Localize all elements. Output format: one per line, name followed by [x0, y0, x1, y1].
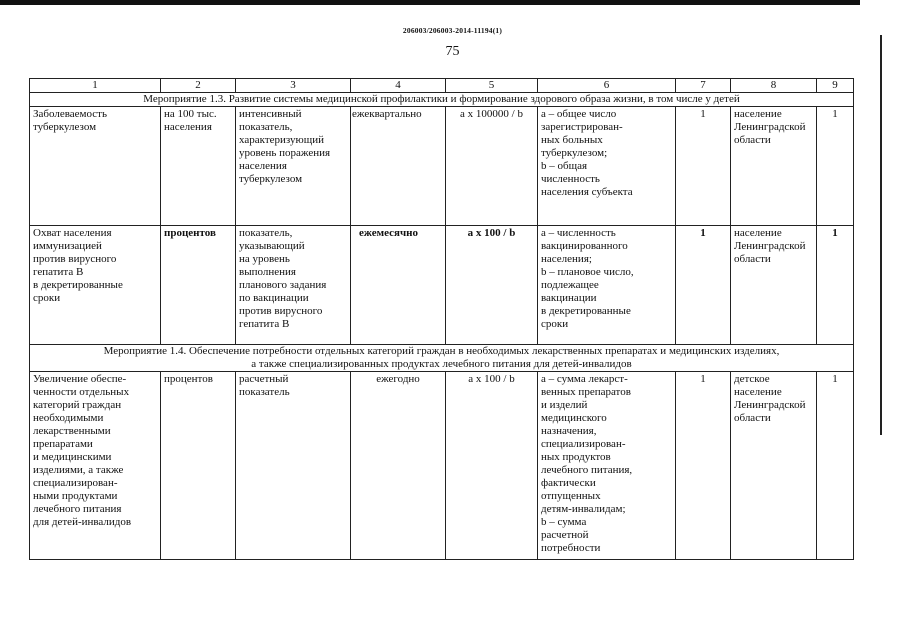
text-line: численность	[541, 173, 600, 185]
text-line: Ленинградской	[734, 240, 806, 252]
formula: а х 100 / b	[446, 226, 538, 345]
text-line: туберкулезом;	[541, 147, 608, 159]
text-line: показатель,	[239, 227, 293, 239]
text-line: на 100 тыс.	[164, 108, 217, 120]
text-line: категорий граждан	[33, 399, 122, 411]
text-line: зарегистрирован-	[541, 121, 623, 133]
periodicity: ежемесячно	[351, 226, 446, 345]
text-line: против вирусного	[33, 253, 117, 265]
indicator-definition	[236, 107, 351, 226]
text-line: фактически	[541, 477, 596, 489]
text-line: ными продуктами	[33, 490, 118, 502]
text-line: характеризующий	[239, 134, 324, 146]
value-col7: 1	[676, 226, 731, 345]
formula: а х 100000 / b	[446, 107, 538, 226]
indicator-table	[29, 78, 854, 560]
section-title-1-3: Мероприятие 1.3. Развитие системы медицинской профилактики и формирование здорового образа жизни, в том числе у детей	[30, 93, 854, 107]
unit: процентов	[161, 226, 236, 345]
text-line: показатель,	[239, 121, 293, 133]
text-line: изделиями, а также	[33, 464, 124, 476]
value-col7: 1	[676, 372, 731, 560]
text-line: специализирован-	[541, 438, 626, 450]
text-line: сроки	[541, 318, 569, 330]
formula-variables	[538, 107, 676, 226]
text-line: расчетный	[239, 373, 289, 385]
formula: а х 100 / b	[446, 372, 538, 560]
periodicity: ежегодно	[351, 372, 446, 560]
value-col9: 1	[817, 107, 854, 226]
column-number-row	[30, 79, 854, 93]
table-row	[30, 226, 854, 345]
text-line: и медицинскими	[33, 451, 112, 463]
col-number: 6	[538, 79, 676, 93]
text-line: отпущенных	[541, 490, 601, 502]
population	[731, 372, 817, 560]
table-row	[30, 372, 854, 560]
text-line: а – общее число	[541, 108, 617, 120]
text-line: населения	[239, 160, 287, 172]
text-line: а – сумма лекарст-	[541, 373, 628, 385]
text-line: ченности отдельных	[33, 386, 130, 398]
text-line: Заболеваемость	[33, 108, 107, 120]
value-col9: 1	[817, 372, 854, 560]
text-line: гепатита В	[33, 266, 84, 278]
col-number: 5	[446, 79, 538, 93]
section-row	[30, 93, 854, 107]
text-line: а – численность	[541, 227, 616, 239]
text-line: населения;	[541, 253, 592, 265]
text-line: гепатита В	[239, 318, 290, 330]
page-number: 75	[445, 44, 460, 59]
unit	[161, 107, 236, 226]
value-col7: 1	[676, 107, 731, 226]
indicator-name	[30, 226, 161, 345]
text-line: иммунизацией	[33, 240, 102, 252]
text-line: туберкулезом	[239, 173, 303, 185]
text-line: против вирусного	[239, 305, 323, 317]
population	[731, 226, 817, 345]
text-line: уровень поражения	[239, 147, 331, 159]
value-col9: 1	[817, 226, 854, 345]
indicator-definition	[236, 226, 351, 345]
text-line: по вакцинации	[239, 292, 309, 304]
text-line: препаратами	[33, 438, 93, 450]
col-number: 8	[731, 79, 817, 93]
text-line: планового задания	[239, 279, 327, 291]
formula-variables	[538, 372, 676, 560]
text-line: лечебного питания	[33, 503, 122, 515]
text-line: Мероприятие 1.4. Обеспечение потребности отдельных категорий граждан в необходимых лекарственных препаратах и медицинских изделиях,	[103, 345, 780, 357]
text-line: туберкулезом	[33, 121, 97, 133]
text-line: b – плановое число,	[541, 266, 634, 278]
text-line: а также специализированных продуктах лечебного питания для детей-инвалидов	[251, 358, 632, 370]
text-line: потребности	[541, 542, 601, 554]
text-line: Охват населения	[33, 227, 112, 239]
formula-variables	[538, 226, 676, 345]
col-number: 2	[161, 79, 236, 93]
text-line: специализирован-	[33, 477, 118, 489]
indicator-definition	[236, 372, 351, 560]
text-line: венных препаратов	[541, 386, 631, 398]
text-line: население	[734, 227, 782, 239]
text-line: населения	[164, 121, 212, 133]
text-line: области	[734, 253, 771, 265]
text-line: необходимыми	[33, 412, 104, 424]
text-line: лекарственными	[33, 425, 111, 437]
col-number: 9	[817, 79, 854, 93]
text-line: указывающий	[239, 240, 305, 252]
text-line: и изделий	[541, 399, 588, 411]
text-line: b – общая	[541, 160, 588, 172]
col-number: 4	[351, 79, 446, 93]
col-number: 1	[30, 79, 161, 93]
text-line: показатель	[239, 386, 290, 398]
text-line: Ленинградской	[734, 399, 806, 411]
text-line: медицинского	[541, 412, 607, 424]
text-line: для детей-инвалидов	[33, 516, 132, 528]
text-line: население	[734, 386, 782, 398]
text-line: области	[734, 134, 771, 146]
text-line: вакцинированного	[541, 240, 628, 252]
right-scan-edge	[880, 35, 882, 435]
section-row	[30, 345, 854, 372]
text-line: детское	[734, 373, 770, 385]
text-line: детям-инвалидам;	[541, 503, 626, 515]
text-line: b – сумма	[541, 516, 587, 528]
text-line: сроки	[33, 292, 61, 304]
col-number: 7	[676, 79, 731, 93]
document-id: 206003/206003-2014-11194(1)	[402, 26, 503, 35]
text-line: ных больных	[541, 134, 603, 146]
col-number: 3	[236, 79, 351, 93]
population	[731, 107, 817, 226]
unit: процентов	[161, 372, 236, 560]
text-line: ных продуктов	[541, 451, 611, 463]
text-line: интенсивный	[239, 108, 302, 120]
text-line: на уровень	[239, 253, 290, 265]
top-scan-edge	[0, 0, 860, 5]
table-row	[30, 107, 854, 226]
text-line: подлежащее	[541, 279, 599, 291]
text-line: населения субъекта	[541, 186, 633, 198]
section-title-1-4	[30, 345, 854, 372]
text-line: в декретированные	[541, 305, 631, 317]
text-line: лечебного питания,	[541, 464, 633, 476]
text-line: области	[734, 412, 771, 424]
text-line: Увеличение обеспе-	[33, 373, 127, 385]
text-line: выполнения	[239, 266, 296, 278]
text-line: расчетной	[541, 529, 589, 541]
text-line: Ленинградской	[734, 121, 806, 133]
text-line: население	[734, 108, 782, 120]
indicator-name	[30, 372, 161, 560]
indicator-name	[30, 107, 161, 226]
text-line: назначения,	[541, 425, 597, 437]
text-line: вакцинации	[541, 292, 597, 304]
text-line: в декретированные	[33, 279, 123, 291]
periodicity: ежеквартально	[351, 107, 446, 226]
